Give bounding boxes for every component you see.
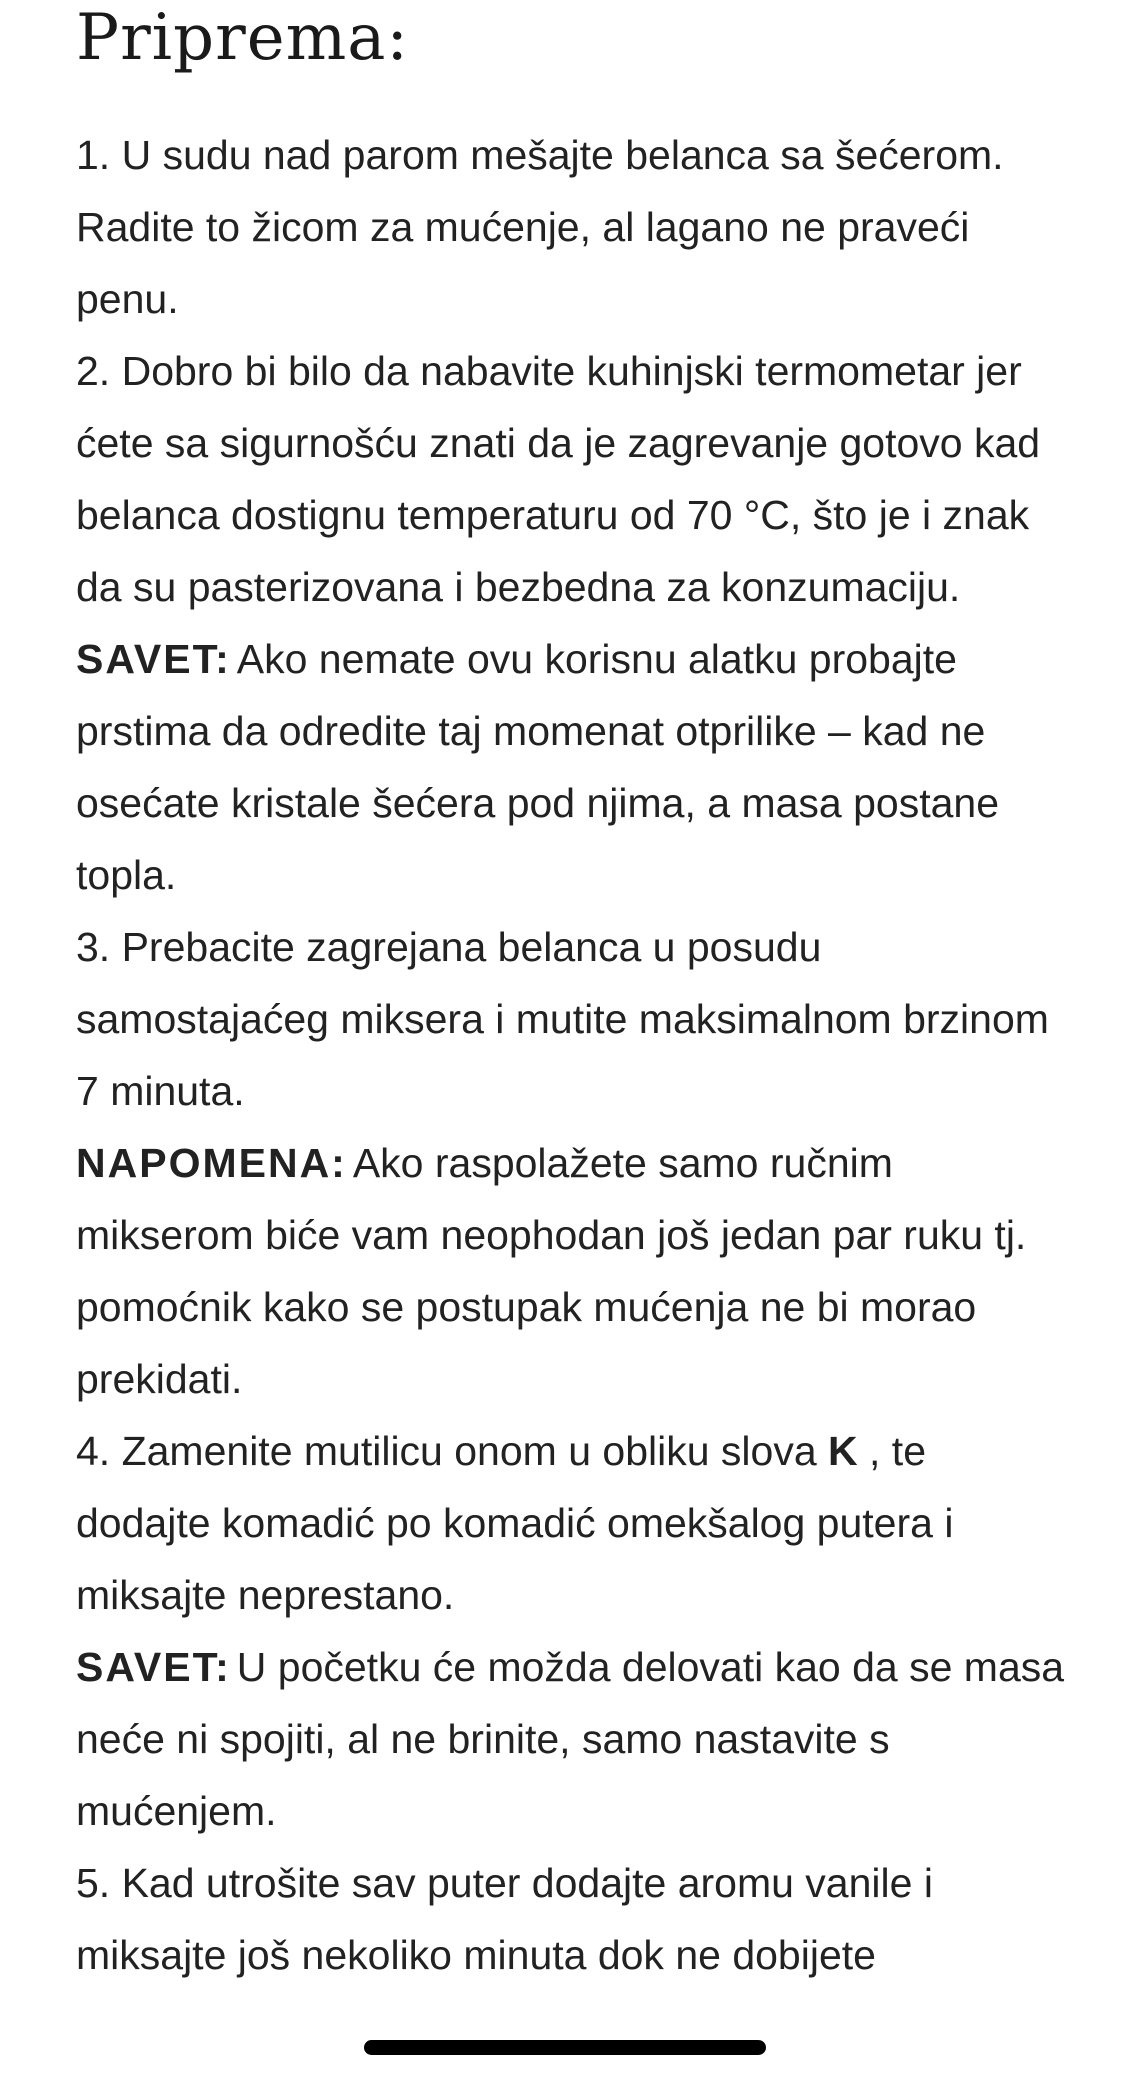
tip-text: U početku će možda delovati kao da se masa neće ni spojiti, al ne brinite, samo nastavite s mućenjem. (76, 1644, 1065, 1834)
tip-label: SAVET: (76, 1644, 231, 1690)
step-text: 1. U sudu nad parom mešajte belanca sa šećerom. Radite to žicom za mućenje, al lagano ne praveći penu. (76, 132, 1004, 322)
tip-text: Ako nemate ovu korisnu alatku probajte prstima da odredite taj momenat otprilike – kad ne osećate kristale šećera pod njima, a masa postane topla. (76, 636, 1000, 898)
step-text: 3. Prebacite zagrejana belanca u posudu samostajaćeg miksera i mutite maksimalnom brzinom 7 minuta. (76, 924, 1049, 1114)
step-2-paragraph (76, 335, 1066, 623)
step-1-paragraph (76, 119, 1066, 335)
step-5-paragraph (76, 1847, 1066, 1991)
preparation-steps (76, 119, 1066, 1991)
recipe-article (76, 0, 1066, 1991)
letter-k: K (828, 1428, 858, 1474)
note-label: NAPOMENA: (76, 1140, 347, 1186)
tip-paragraph (76, 1631, 1066, 1847)
section-heading: Priprema: (76, 1, 409, 75)
note-text: Ako raspolažete samo ručnim mikserom biće vam neophodan još jedan par ruku tj. pomoćnik kako se postupak mućenja ne bi morao prekidati. (76, 1140, 1027, 1402)
step-text: 5. Kad utrošite sav puter dodajte aromu vanile i miksajte još nekoliko minuta dok ne dobijete (76, 1860, 933, 1978)
tip-label: SAVET: (76, 636, 231, 682)
note-paragraph (76, 1127, 1066, 1415)
step-text: 2. Dobro bi bilo da nabavite kuhinjski termometar jer ćete sa sigurnošću znati da je zagrevanje gotovo kad belanca dostignu temperaturu od 70 °C, što je i znak da su pasterizovana i bezbedna za konzumaciju. (76, 348, 1041, 610)
home-indicator[interactable] (364, 2040, 766, 2055)
step-4-paragraph (76, 1415, 1066, 1631)
tip-paragraph (76, 623, 1066, 911)
step-text-before: 4. Zamenite mutilicu onom u obliku slova (76, 1428, 829, 1474)
step-3-paragraph (76, 911, 1066, 1127)
step-text-after: , te dodajte komadić po komadić omekšalog putera i miksajte neprestano. (76, 1428, 954, 1618)
